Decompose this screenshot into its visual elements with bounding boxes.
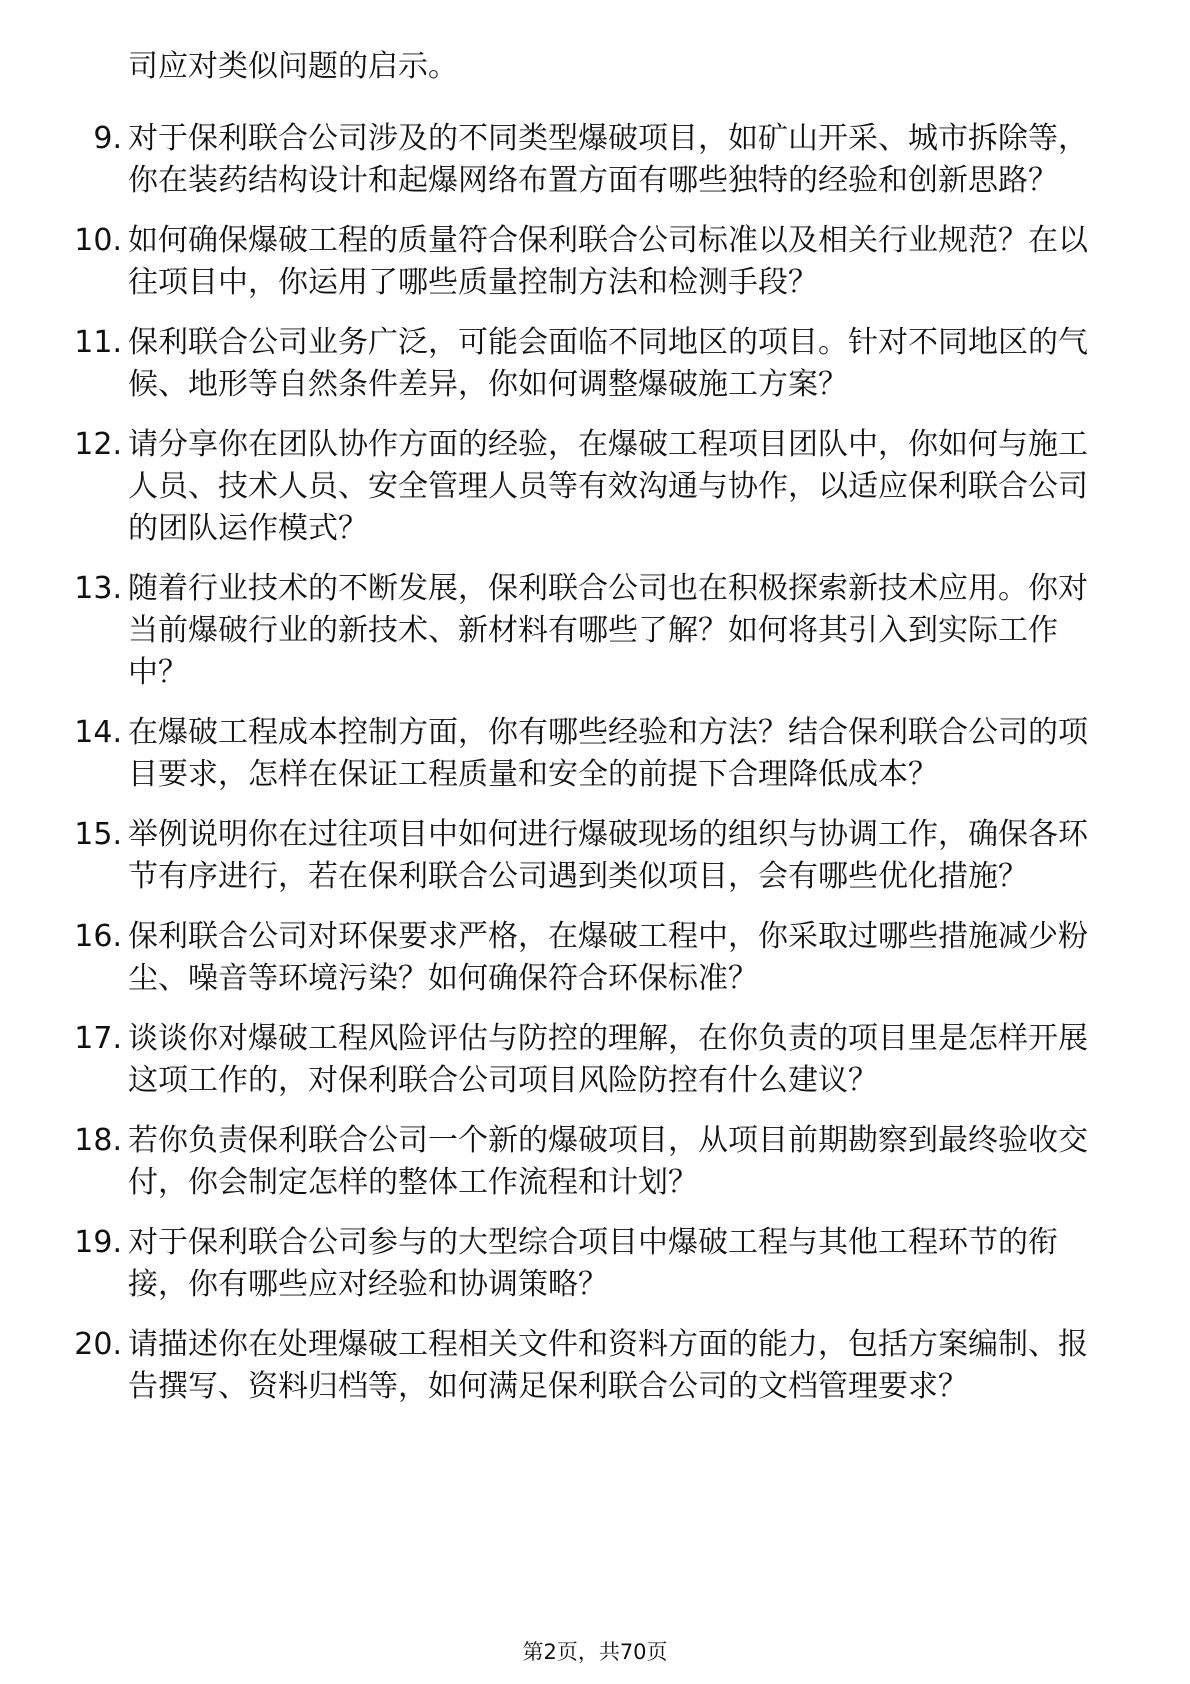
question-item xyxy=(0,1018,1108,1102)
question-text: 举例说明你在过往项目中如何进行爆破现场的组织与协调工作，确保各环节有序进行，若在保利联合公司遇到类似项目，会有哪些优化措施？ xyxy=(128,817,1088,894)
continuation-text: 司应对类似问题的启示。 xyxy=(128,49,458,84)
question-text: 保利联合公司对环保要求严格，在爆破工程中，你采取过哪些措施减少粉尘、噪音等环境污染？如何确保符合环保标准？ xyxy=(128,919,1088,996)
question-number: 12. xyxy=(74,427,122,462)
question-number: 17. xyxy=(74,1021,122,1056)
question-number: 16. xyxy=(74,919,122,954)
question-text: 请描述你在处理爆破工程相关文件和资料方面的能力，包括方案编制、报告撰写、资料归档等，如何满足保利联合公司的文档管理要求？ xyxy=(128,1327,1088,1404)
question-item xyxy=(0,712,1108,796)
question-number: 19. xyxy=(74,1225,122,1260)
question-item xyxy=(0,1120,1108,1204)
question-item xyxy=(0,1324,1108,1408)
question-item xyxy=(0,916,1108,1000)
question-item xyxy=(0,568,1108,694)
question-number: 9. xyxy=(93,121,122,156)
question-number: 11. xyxy=(74,325,122,360)
question-text: 保利联合公司业务广泛，可能会面临不同地区的项目。针对不同地区的气候、地形等自然条件差异，你如何调整爆破施工方案？ xyxy=(128,325,1088,402)
question-item xyxy=(0,220,1108,304)
question-number: 15. xyxy=(74,817,122,852)
question-text: 对于保利联合公司涉及的不同类型爆破项目，如矿山开采、城市拆除等，你在装药结构设计和起爆网络布置方面有哪些独特的经验和创新思路？ xyxy=(128,121,1088,198)
question-number: 20. xyxy=(74,1327,122,1362)
question-text: 请分享你在团队协作方面的经验，在爆破工程项目团队中，你如何与施工人员、技术人员、安全管理人员等有效沟通与协作，以适应保利联合公司的团队运作模式？ xyxy=(128,427,1088,546)
question-item xyxy=(0,118,1108,202)
question-item xyxy=(0,322,1108,406)
question-item xyxy=(0,424,1108,550)
page-number-footer: 第2页，共70页 xyxy=(522,1640,668,1664)
question-item xyxy=(0,1222,1108,1306)
question-number: 18. xyxy=(74,1123,122,1158)
question-number: 14. xyxy=(74,715,122,750)
question-item xyxy=(0,814,1108,898)
question-text: 随着行业技术的不断发展，保利联合公司也在积极探索新技术应用。你对当前爆破行业的新技术、新材料有哪些了解？如何将其引入到实际工作中？ xyxy=(128,571,1088,690)
question-text: 谈谈你对爆破工程风险评估与防控的理解，在你负责的项目里是怎样开展这项工作的，对保利联合公司项目风险防控有什么建议？ xyxy=(128,1021,1088,1098)
question-text: 对于保利联合公司参与的大型综合项目中爆破工程与其他工程环节的衔接，你有哪些应对经验和协调策略？ xyxy=(128,1225,1058,1302)
question-number: 13. xyxy=(74,571,122,606)
question-text: 在爆破工程成本控制方面，你有哪些经验和方法？结合保利联合公司的项目要求，怎样在保证工程质量和安全的前提下合理降低成本？ xyxy=(128,715,1088,792)
question-list xyxy=(0,118,1190,1426)
question-text: 若你负责保利联合公司一个新的爆破项目，从项目前期勘察到最终验收交付，你会制定怎样的整体工作流程和计划？ xyxy=(128,1123,1088,1200)
question-text: 如何确保爆破工程的质量符合保利联合公司标准以及相关行业规范？在以往项目中，你运用了哪些质量控制方法和检测手段？ xyxy=(128,223,1088,300)
question-number: 10. xyxy=(74,223,122,258)
